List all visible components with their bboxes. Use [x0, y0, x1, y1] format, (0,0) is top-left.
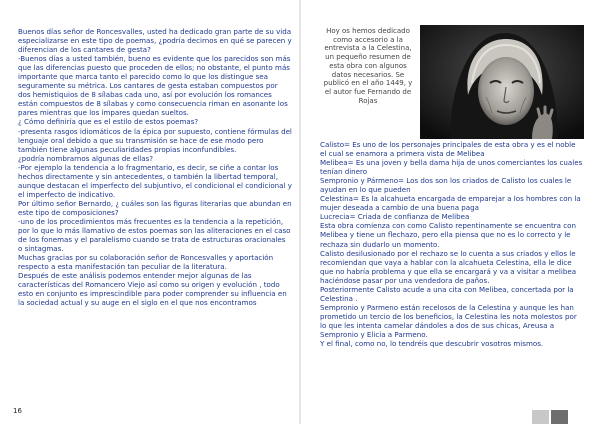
interview-question-4: Por último señor Bernardo, ¿ cuáles son las figuras literarias que abundan en este tipo de composiciones? — [18, 198, 292, 217]
portrait-photo-icon — [420, 25, 584, 139]
interview-answer-4: -uno de los procedimientos más frecuentes es la tendencia a la repetición, por lo que lo más llamativo de estos poemas son las aliteraciones en el caso de los fonemas y el paralelismo cuando se trata de estructuras oracionales o sintagmas. — [18, 216, 291, 254]
plot-paragraph-3: Posteriormente Calisto acude a una cita con Melibea, concertada por la Celestina . — [320, 284, 574, 303]
plot-paragraph-4: Sempronio y Parmeno están recelosos de la Celestina y aunque les han prometido un tercio de los beneficios, la Celestina les nota molestos por lo que les intenta camelar dándoles a dos de sus chicas, Areusa a Sempronio y Elicia a Parmeno. — [320, 302, 577, 339]
page-gutter — [299, 0, 301, 424]
interview-answer-3: -Por ejemplo la tendencia a lo fragmentario, es decir, se ciñe a contar los hechos directamente y sin antecedentes, o también la libertad temporal, aunque destacan el imperfecto del subjuntivo, el condicional el condicional y el imperfecto de indicativo. — [18, 162, 292, 199]
interview-question-2: ¿ Cómo definiría que es el estilo de estos poemas? — [18, 117, 199, 127]
plot-paragraph-2: Calisto desilusionado por el rechazo se lo cuenta a sus criados y ellos le recomiendan que vaya a hablar con la alcahueta Celestina, ella le dice que no habría problema y que ella se encargará y va a visitar a melibea haciéndose pasar por una vendedora de paños. — [320, 248, 577, 285]
character-sempronio-parmeno: Sempronio y Pármeno= Los dos son los criados de Calisto los cuales le ayudan en lo que pueden — [320, 176, 572, 195]
summary-text — [320, 140, 584, 348]
plot-paragraph-1: Esta obra comienza con como Calisto repentinamente se encuentra con Melibea y tiene un flechazo, pero ella piensa que no es lo correcto y le rechaza sin dudarlo un momento. — [320, 221, 577, 249]
plot-ending: Y el final, como no, lo tendréis que descubrir vosotros mismos. — [320, 339, 544, 349]
photo-caption: Hoy os hemos dedicado como accesorio a la entrevista a la Celestina, un pequeño resumen de esta obra con algunos datos necesarios. Se publicó en el año 1449, y el autor fue Fernando de Rojas — [323, 27, 413, 105]
character-celestina: Celestina= Es la alcahueta encargada de emparejar a los hombres con la mujer deseada a cambio de una buena paga — [320, 194, 581, 213]
interview-question-1: Buenos días señor de Roncesvalles, usted ha dedicado gran parte de su vida especializarse en este tipo de poemas, ¿podría decirnos en qué se parecen y diferencian de los cantares de gesta? — [18, 27, 292, 55]
interview-conclusion: Después de este análisis podemos entender mejor algunas de las características del Romancero Viejo así como su origen y evolución , todo esto en conjunto es imprescindible para poder comprender su influencia en la sociedad actual y su auge en el siglo en el que nos encontramos — [18, 271, 287, 308]
interview-text — [18, 27, 292, 307]
interview-answer-1: -Buenos días a usted también, bueno es evidente que los parecidos son más que las diferencias puesto que proceden de ellos; no obstante, el punto más importante que marca tanto el parecido como lo que los distingue sea seguramente su métrica. Los cantares de gesta estaban compuestos por dos hemistiquios de 8 sílabas cada uno, así por evolución los romances están compuestos de 8 sílabas y como consecuencia riman en asonante los pares mientras que los impares quedan sueltos. — [18, 54, 291, 118]
character-lucrecia: Lucrecia= Criada de confianza de Melibea — [320, 212, 470, 222]
left-page — [0, 0, 298, 424]
decorative-box-light — [532, 410, 549, 424]
interview-closing: Muchas gracias por su colaboración señor de Roncesvalles y aportación respecto a esta manifestación tan peculiar de la literatura. — [18, 253, 274, 272]
page-number: 16 — [13, 407, 22, 415]
interview-question-3: ¿podría nombrarnos algunas de ellas? — [18, 153, 154, 163]
decorative-box-dark — [551, 410, 568, 424]
interview-answer-2: -presenta rasgos idiomáticos de la épica por supuesto, contiene fórmulas del lenguaje oral debido a que su transmisión se hace de ese modo pero también tiene algunas peculiaridades propias inconfundibles. — [18, 126, 292, 154]
portrait-photo — [420, 25, 584, 139]
character-calisto: Calisto= Es uno de los personajes principales de esta obra y es el noble el cual se enamora a primera vista de Melibea — [320, 140, 576, 159]
character-melibea: Melibea= Es una joven y bella dama hija de unos comerciantes los cuales tenían dinero — [320, 158, 583, 177]
